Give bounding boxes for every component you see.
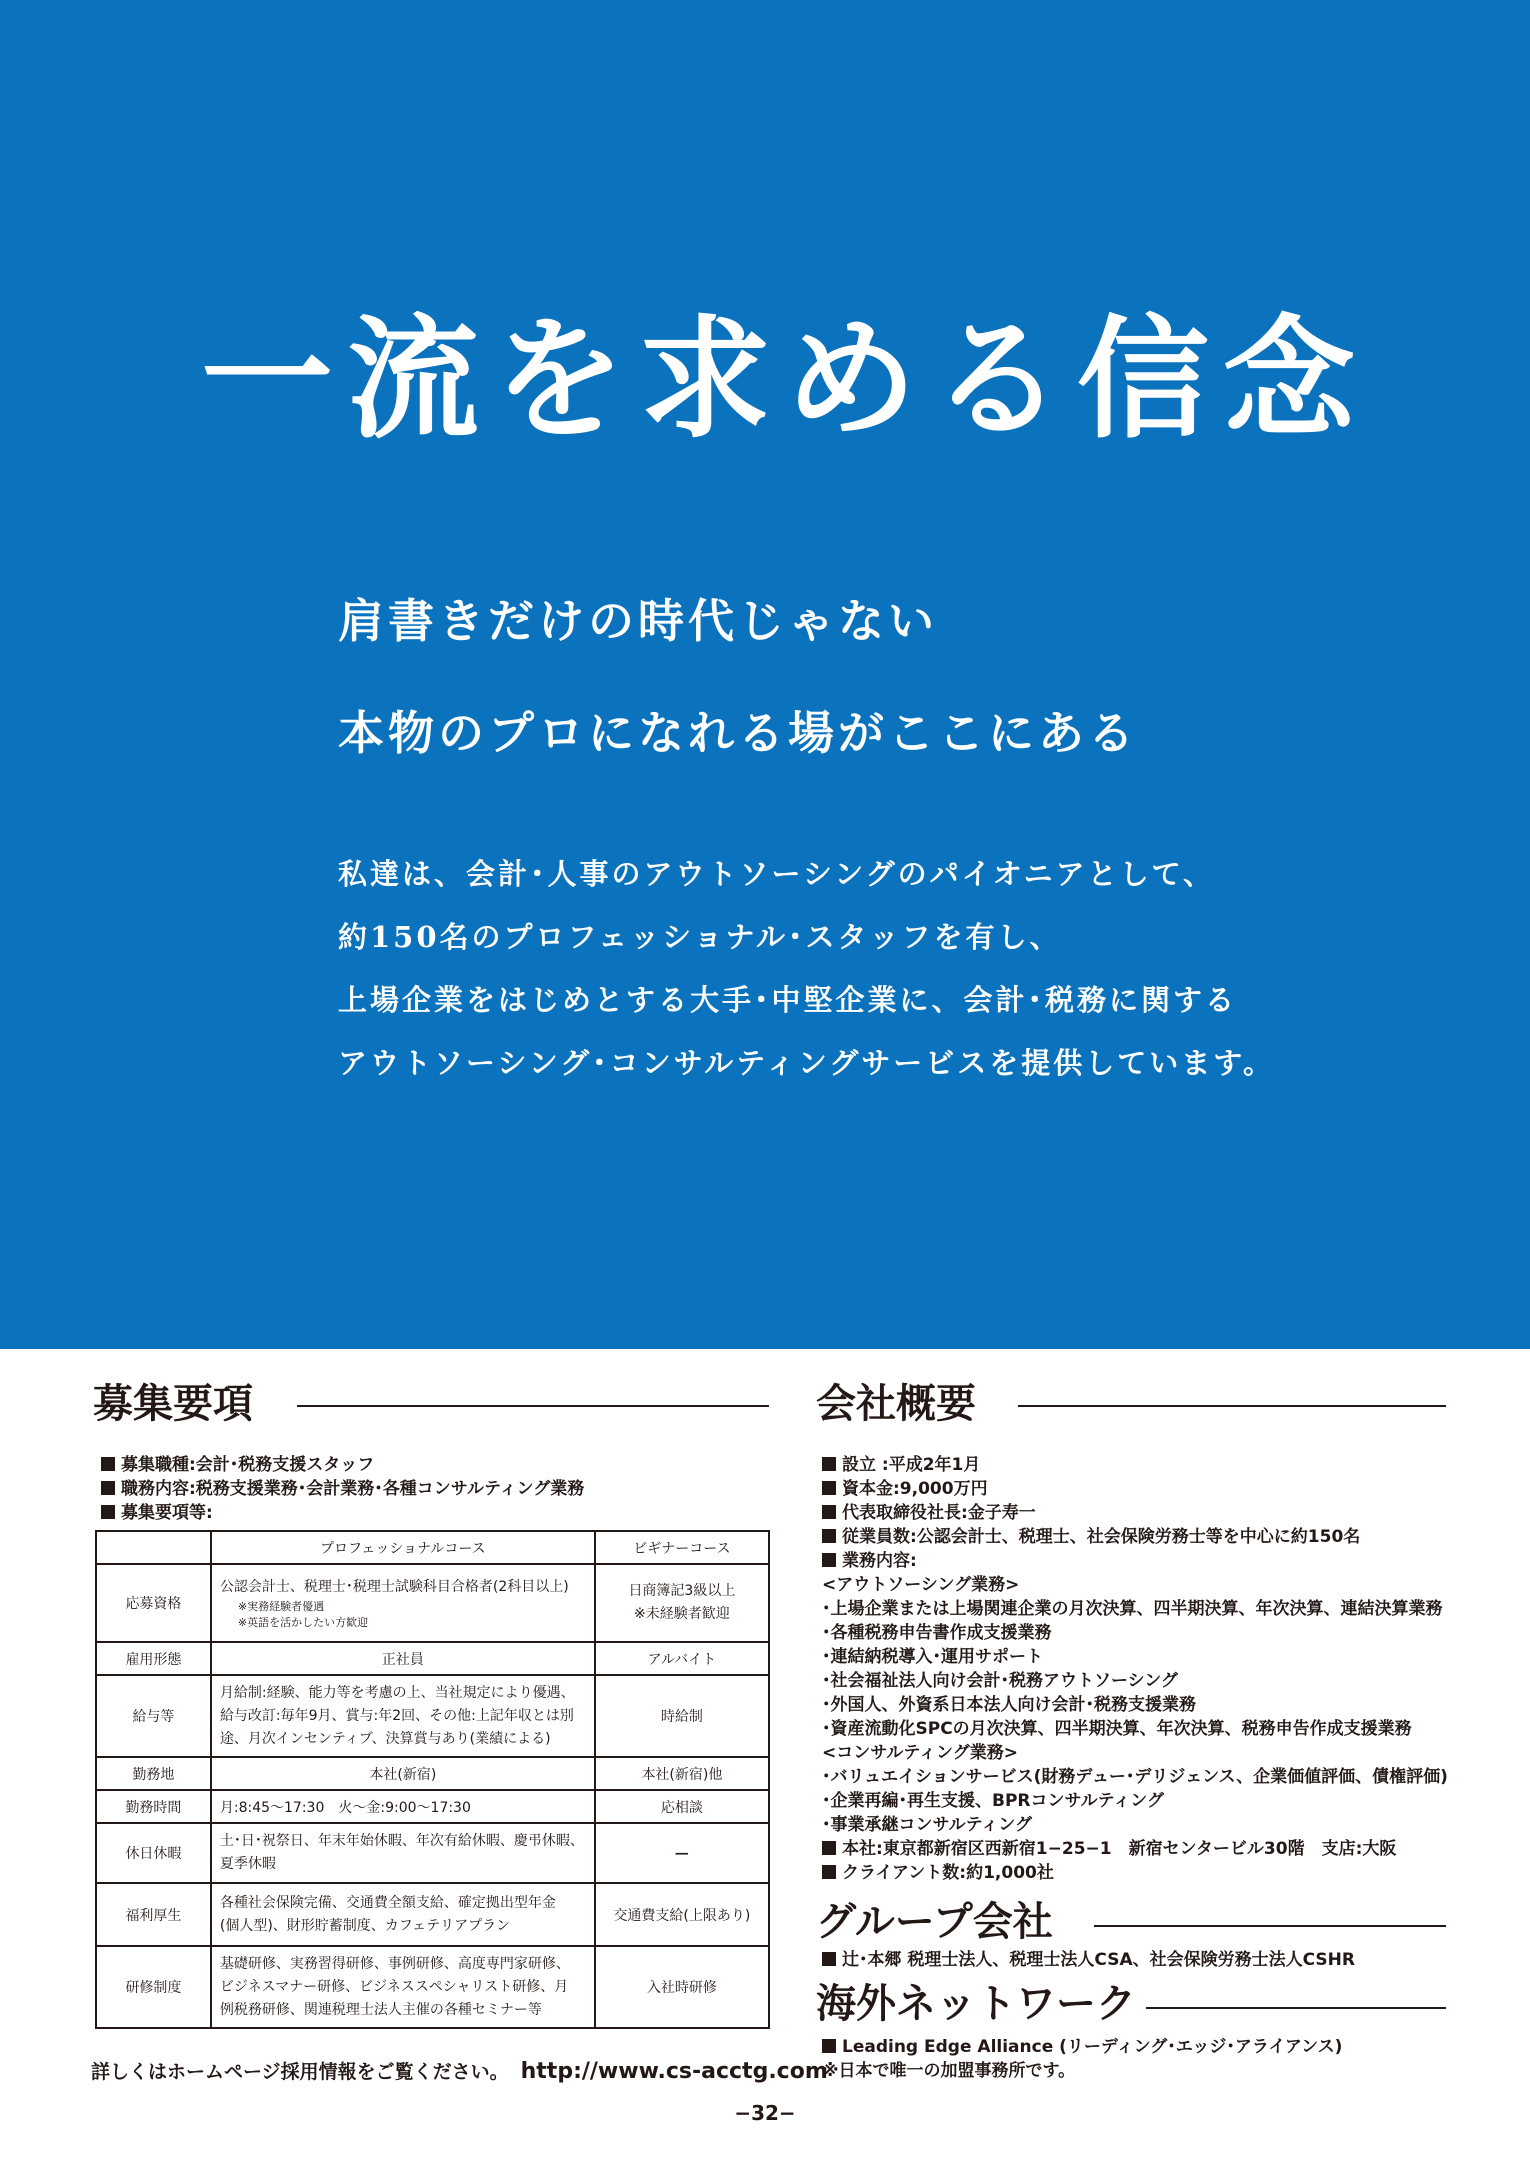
pro-note: ※英語を活かしたい方歓迎	[237, 1615, 369, 1629]
group-title-rule	[1094, 1925, 1446, 1927]
square-bullet-icon	[822, 1952, 836, 1966]
pro-cell: 本社(新宿)	[211, 1757, 595, 1790]
company-line: 設立 :平成2年1月	[822, 1453, 1448, 1477]
row-head: 応募資格	[96, 1564, 211, 1642]
page-number: −32−	[734, 2101, 796, 2125]
square-bullet-icon	[822, 1553, 836, 1567]
hero-title: 一流を求める信念	[201, 302, 1369, 457]
company-title: 会社概要	[816, 1380, 976, 1427]
pro-cell: 月給制:経験、能力等を考慮の上、当社規定により優遇、 給与改訂:毎年9月、賞与:年2回、その他:上記年収とは別 途、月次インセンティブ、決算賞与あり(業績による)	[211, 1675, 595, 1757]
recruit-title: 募集要項	[93, 1380, 253, 1427]
beginner-cell: 応相談	[595, 1790, 769, 1823]
square-bullet-icon	[822, 1505, 836, 1519]
row-head: 勤務地	[96, 1757, 211, 1790]
row-head: 休日休暇	[96, 1823, 211, 1883]
table-row	[96, 1883, 769, 1946]
overseas-line: Leading Edge Alliance (リーディング･エッジ･アライアンス)	[822, 2035, 1342, 2059]
company-line: ･外国人、外資系日本法人向け会計･税務支援業務	[822, 1695, 1196, 1715]
company-line: <コンサルティング業務>	[822, 1743, 1018, 1763]
company-line: ･連結納税導入･運用サポート	[822, 1647, 1043, 1667]
square-bullet-icon	[101, 1481, 115, 1495]
group-line: 辻･本郷 税理士法人、税理士法人CSA、社会保険労務士法人CSHR	[822, 1948, 1355, 1972]
row-head: 雇用形態	[96, 1642, 211, 1675]
footer-link	[91, 2057, 828, 2084]
hero-subtitle-2: 本物のプロになれる場がここにある	[338, 706, 1138, 760]
company-line: 本社:東京都新宿区西新宿1−25−1 新宿センタービル30階 支店:大阪	[822, 1837, 1448, 1861]
square-bullet-icon	[101, 1457, 115, 1471]
website-link[interactable]: http://www.cs-acctg.com	[520, 2059, 828, 2084]
pro-cell-text: 公認会計士、税理士･税理士試験科目合格者(2科目以上)	[219, 1578, 569, 1595]
company-line: 資本金:9,000万円	[822, 1477, 1448, 1501]
row-head: 研修制度	[96, 1946, 211, 2028]
table-corner	[96, 1531, 211, 1564]
footer-text: 詳しくはホームページ採用情報をご覧ください。	[91, 2061, 509, 2083]
group-title: グループ会社	[816, 1898, 1053, 1945]
hero-body-line: アウトソーシング･コンサルティングサービスを提供しています。	[338, 1046, 1275, 1080]
company-line: ･社会福祉法人向け会計･税務アウトソーシング	[822, 1671, 1178, 1691]
company-list	[822, 1453, 1448, 1899]
row-head: 勤務時間	[96, 1790, 211, 1823]
beginner-cell: 時給制	[595, 1675, 769, 1757]
beginner-cell: −	[595, 1823, 769, 1883]
company-line: ･企業再編･再生支援、BPRコンサルティング	[822, 1791, 1164, 1811]
hero-body-line: 私達は、会計･人事のアウトソーシングのパイオニアとして、	[338, 857, 1216, 891]
col-header-beginner: ビギナーコース	[595, 1531, 769, 1564]
table-row	[96, 1946, 769, 2028]
hero-body-line: 約150名のプロフェッショナル･スタッフを有し、	[338, 920, 1062, 954]
pro-cell: 基礎研修、実務習得研修、事例研修、高度専門家研修、 ビジネスマナー研修、ビジネススペシャリスト研修、月 例税務研修、関連税理士法人主催の各種セミナー等	[211, 1946, 595, 2028]
pro-cell	[211, 1564, 595, 1642]
beginner-cell: 入社時研修	[595, 1946, 769, 2028]
pro-note: ※実務経験者優遇	[237, 1599, 325, 1613]
square-bullet-icon	[822, 1457, 836, 1471]
square-bullet-icon	[822, 2039, 836, 2053]
beginner-cell: 日商簿記3級以上 ※未経験者歓迎	[595, 1564, 769, 1642]
pro-cell: 各種社会保険完備、交通費全額支給、確定拠出型年金 (個人型)、財形貯蓄制度、カフェテリアプラン	[211, 1883, 595, 1946]
recruit-table	[95, 1530, 770, 2029]
pro-cell: 月:8:45〜17:30 火〜金:9:00〜17:30	[211, 1790, 595, 1823]
table-row	[96, 1675, 769, 1757]
company-line: 従業員数:公認会計士、税理士、社会保険労務士等を中心に約150名	[822, 1525, 1448, 1549]
square-bullet-icon	[822, 1865, 836, 1879]
table-row	[96, 1642, 769, 1675]
row-head: 給与等	[96, 1675, 211, 1757]
overseas-title-rule	[1146, 2007, 1446, 2009]
beginner-cell: 交通費支給(上限あり)	[595, 1883, 769, 1946]
company-line: クライアント数:約1,000社	[822, 1861, 1448, 1885]
square-bullet-icon	[822, 1529, 836, 1543]
table-row	[96, 1564, 769, 1642]
company-title-rule	[1018, 1405, 1446, 1407]
recruit-bullet: 職務内容:税務支援業務･会計業務･各種コンサルティング業務	[101, 1477, 584, 1501]
table-row	[96, 1757, 769, 1790]
square-bullet-icon	[822, 1841, 836, 1855]
recruit-title-rule	[297, 1405, 769, 1407]
pro-cell: 土･日･祝祭日、年末年始休暇、年次有給休暇、慶弔休暇、 夏季休暇	[211, 1823, 595, 1883]
recruit-bullet: 募集要項等:	[101, 1501, 584, 1525]
company-lines	[822, 1453, 1448, 1885]
overseas-title: 海外ネットワーク	[816, 1980, 1136, 2027]
beginner-cell: 本社(新宿)他	[595, 1757, 769, 1790]
company-line: ･各種税務申告書作成支援業務	[822, 1623, 1052, 1643]
col-header-pro: プロフェッショナルコース	[211, 1531, 595, 1564]
recruit-bullets	[101, 1453, 584, 1525]
company-line: ･上場企業または上場関連企業の月次決算、四半期決算、年次決算、連結決算業務	[822, 1599, 1443, 1619]
company-line: 代表取締役社長:金子寿一	[822, 1501, 1448, 1525]
hero-body-line: 上場企業をはじめとする大手･中堅企業に、会計･税務に関する	[338, 983, 1238, 1017]
pro-cell: 正社員	[211, 1642, 595, 1675]
beginner-cell: アルバイト	[595, 1642, 769, 1675]
company-line: ･バリュエイションサービス(財務デュー･デリジェンス、企業価値評価、債権評価)	[822, 1767, 1448, 1787]
company-line: <アウトソーシング業務>	[822, 1575, 1020, 1595]
hero-subtitle-1: 肩書きだけの時代じゃない	[338, 594, 938, 648]
table-header-row	[96, 1531, 769, 1564]
table-row	[96, 1823, 769, 1883]
company-line: 業務内容:	[822, 1549, 1448, 1573]
company-line: ･資産流動化SPCの月次決算、四半期決算、年次決算、税務申告作成支援業務	[822, 1719, 1412, 1739]
row-head: 福利厚生	[96, 1883, 211, 1946]
table-row	[96, 1790, 769, 1823]
hero-body	[338, 843, 1275, 1095]
overseas-note: ※日本で唯一の加盟事務所です。	[822, 2061, 1076, 2081]
recruit-bullet: 募集職種:会計･税務支援スタッフ	[101, 1453, 584, 1477]
square-bullet-icon	[101, 1505, 115, 1519]
square-bullet-icon	[822, 1481, 836, 1495]
company-line: ･事業承継コンサルティング	[822, 1815, 1032, 1835]
